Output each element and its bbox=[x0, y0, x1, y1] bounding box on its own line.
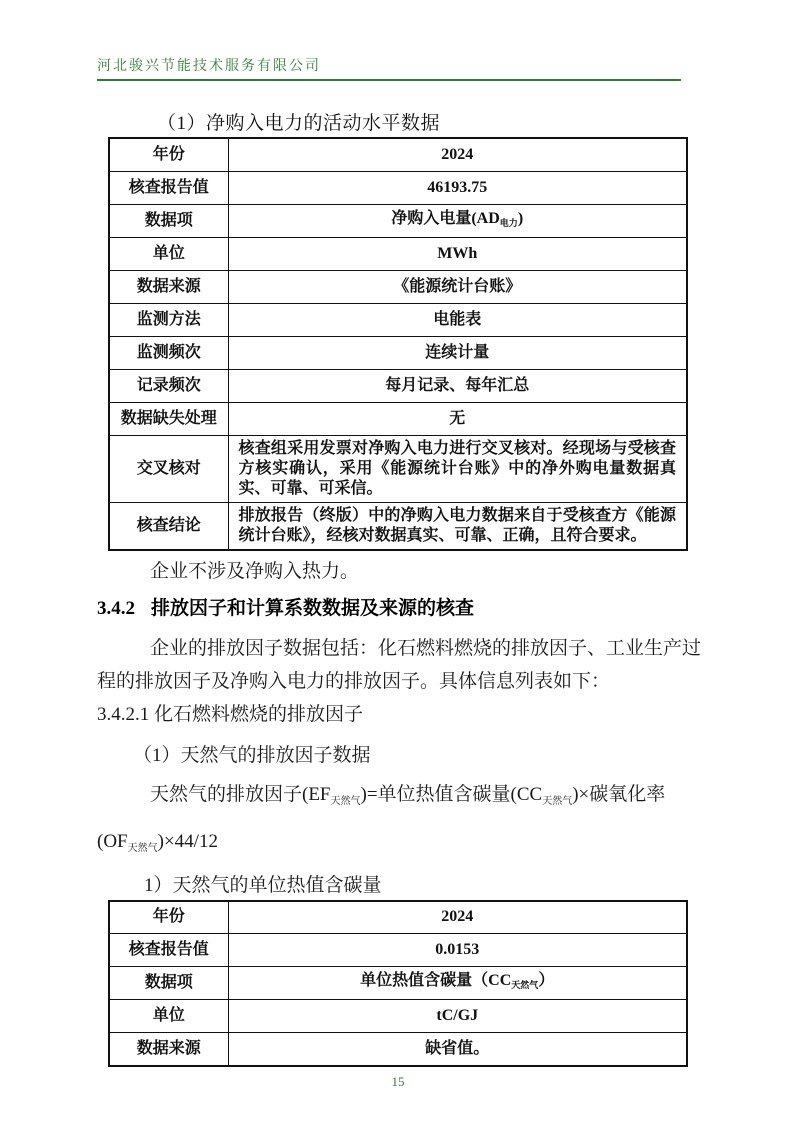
item-heading: （1）天然气的排放因子数据 bbox=[133, 744, 371, 766]
table-row bbox=[109, 270, 687, 303]
row-value: 0.0153 bbox=[228, 934, 687, 967]
table-row bbox=[109, 171, 687, 204]
formula-line-2: $(OF_{天然气})\times 44/12$ bbox=[97, 830, 218, 854]
table-row bbox=[109, 901, 687, 934]
row-label: 数据来源 bbox=[109, 1033, 228, 1066]
activity-table-title: （1）净购入电力的活动水平数据 bbox=[157, 113, 441, 134]
page-footer bbox=[108, 1074, 688, 1090]
row-value: 《能源统计台账》 bbox=[228, 270, 687, 303]
row-label: 年份 bbox=[109, 138, 228, 171]
row-label: 数据来源 bbox=[109, 270, 228, 303]
row-label: 核查报告值 bbox=[109, 171, 228, 204]
table-row bbox=[109, 369, 687, 402]
row-value: 缺省值。 bbox=[228, 1033, 687, 1066]
row-label: 交叉核对 bbox=[109, 435, 228, 502]
row-label: 记录频次 bbox=[109, 369, 228, 402]
subscript-text: 天然气 bbox=[330, 795, 361, 807]
page-number: 15 bbox=[391, 1073, 405, 1089]
section-heading bbox=[97, 596, 705, 622]
formula-line-1: 天然气的排放因子$(EF_{天然气})=$单位热值含碳量$(CC_{天然气})\times$碳氧化率 bbox=[150, 783, 666, 807]
row-label: 年份 bbox=[109, 901, 228, 934]
table-row bbox=[109, 1033, 687, 1066]
table-row bbox=[109, 138, 687, 171]
subscript-text: 天然气 bbox=[542, 795, 573, 807]
row-value: 单位热值含碳量$(CC_{天然气})$ bbox=[228, 967, 687, 1000]
row-value: 排放报告（终版）中的净购入电力数据来自于受核查方《能源统计台账》，经核对数据真实、可靠、正确，且符合要求。 bbox=[228, 502, 687, 550]
row-value: 2024 bbox=[228, 138, 687, 171]
row-value: 无 bbox=[228, 402, 687, 435]
row-label: 监测频次 bbox=[109, 336, 228, 369]
row-label: 数据缺失处理 bbox=[109, 402, 228, 435]
table-row bbox=[109, 303, 687, 336]
subscript-text: 天然气 bbox=[127, 842, 158, 854]
row-label: 监测方法 bbox=[109, 303, 228, 336]
row-value: tC/GJ bbox=[228, 1000, 687, 1033]
row-label: 单位 bbox=[109, 1000, 228, 1033]
table-row bbox=[109, 967, 687, 1000]
subscript-text: 天然气 bbox=[511, 980, 539, 990]
row-value: 2024 bbox=[228, 901, 687, 934]
body-paragraph: 企业的排放因子数据包括：化石燃料燃烧的排放因子、工业生产过程的排放因子及净购入电力的排放因子。具体信息列表如下： bbox=[97, 637, 702, 692]
subscript-text: 电力 bbox=[499, 217, 518, 228]
row-label: 核查结论 bbox=[109, 502, 228, 550]
note-paragraph: 企业不涉及净购入热力。 bbox=[150, 560, 360, 582]
table-row bbox=[109, 435, 687, 502]
subitem-heading: 1）天然气的单位热值含碳量 bbox=[144, 874, 382, 896]
row-label: 核查报告值 bbox=[109, 934, 228, 967]
section-title: 排放因子和计算系数数据及来源的核查 bbox=[151, 597, 475, 619]
row-value: MWh bbox=[228, 237, 687, 270]
table-row bbox=[109, 1000, 687, 1033]
table-row bbox=[109, 336, 687, 369]
company-name: 河北骏兴节能技术服务有限公司 bbox=[97, 59, 321, 74]
row-label: 数据项 bbox=[109, 967, 228, 1000]
table-row bbox=[109, 502, 687, 550]
row-value: 核查组采用发票对净购入电力进行交叉核对。经现场与受核查方核实确认，采用《能源统计台账》中的净外购电量数据真实、可靠、可采信。 bbox=[228, 435, 687, 502]
table-row bbox=[109, 237, 687, 270]
table-row bbox=[109, 934, 687, 967]
row-label: 单位 bbox=[109, 237, 228, 270]
row-value: 净购入电量$(AD_{电力})$ bbox=[228, 204, 687, 237]
row-value: 每月记录、每年汇总 bbox=[228, 369, 687, 402]
page-header bbox=[97, 57, 681, 81]
table-row bbox=[109, 402, 687, 435]
activity-data-table bbox=[108, 137, 688, 551]
row-label: 数据项 bbox=[109, 204, 228, 237]
row-value: 连续计量 bbox=[228, 336, 687, 369]
row-value: 电能表 bbox=[228, 303, 687, 336]
table-row bbox=[109, 204, 687, 237]
row-value: 46193.75 bbox=[228, 171, 687, 204]
factor-data-table bbox=[108, 900, 688, 1067]
section-number: 3.4.2 bbox=[97, 597, 135, 619]
subsection-heading: 3.4.2.1 化石燃料燃烧的排放因子 bbox=[97, 703, 364, 725]
